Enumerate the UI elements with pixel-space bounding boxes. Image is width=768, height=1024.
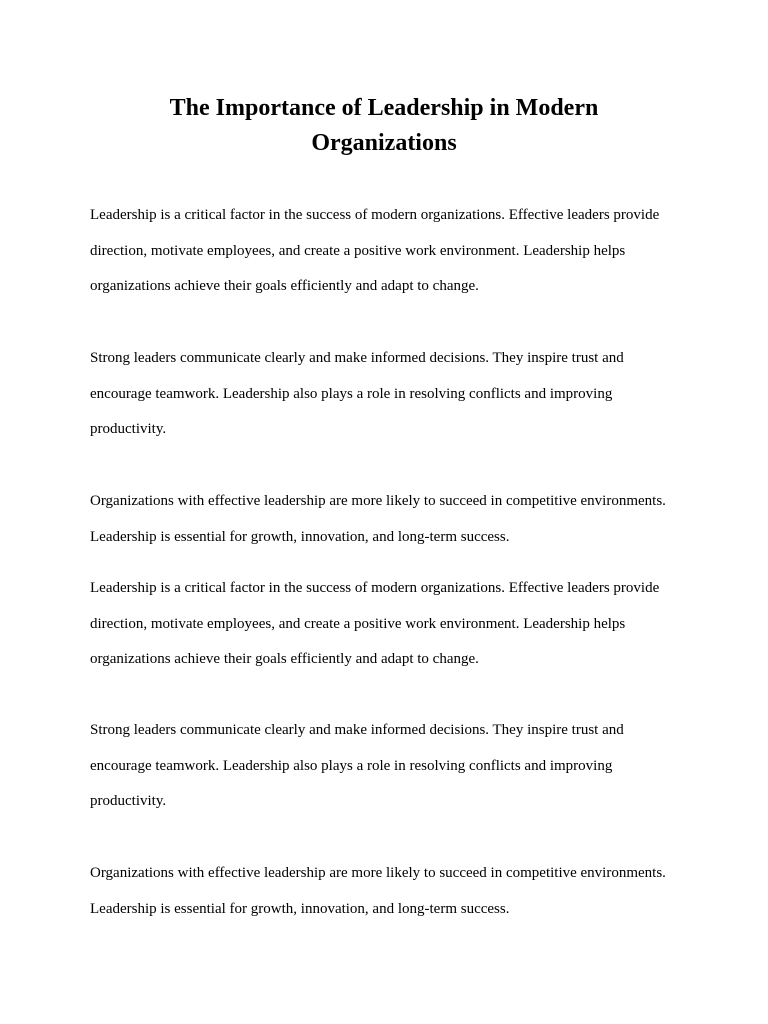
paragraph-line: encourage teamwork. Leadership also plays a role in resolving conflicts and improving (90, 757, 613, 774)
paragraph-line: direction, motivate employees, and create a positive work environment. Leadership helps (90, 615, 626, 632)
document-title (90, 91, 678, 161)
body-paragraph (90, 571, 690, 678)
body-paragraph (90, 198, 690, 305)
document-title-line: Organizations (311, 130, 457, 156)
document-title-line: The Importance of Leadership in Modern (169, 95, 599, 121)
paragraph-line: organizations achieve their goals efficiently and adapt to change. (90, 278, 479, 295)
paragraph-line: productivity. (90, 793, 167, 810)
body-paragraph (90, 713, 690, 820)
paragraph-line: Strong leaders communicate clearly and make informed decisions. They inspire trust and (90, 350, 624, 366)
body-paragraph (90, 856, 690, 927)
paragraph-line: Leadership is essential for growth, innovation, and long-term success. (90, 900, 510, 917)
paragraph-line: organizations achieve their goals efficiently and adapt to change. (90, 651, 479, 668)
paragraph-line: productivity. (90, 421, 167, 438)
paragraph-line: Organizations with effective leadership are more likely to succeed in competitive environments. (90, 493, 666, 509)
paragraph-line: Strong leaders communicate clearly and make informed decisions. They inspire trust and (90, 722, 624, 738)
body-paragraph (90, 484, 690, 555)
paragraph-line: encourage teamwork. Leadership also plays a role in resolving conflicts and improving (90, 385, 613, 402)
paragraph-line: Organizations with effective leadership are more likely to succeed in competitive environments. (90, 865, 666, 881)
paragraph-line: Leadership is a critical factor in the success of modern organizations. Effective leaders provide (90, 207, 660, 223)
paragraph-line: direction, motivate employees, and create a positive work environment. Leadership helps (90, 242, 626, 259)
body-paragraph (90, 341, 690, 448)
paragraph-line: Leadership is essential for growth, innovation, and long-term success. (90, 528, 510, 545)
paragraph-line: Leadership is a critical factor in the success of modern organizations. Effective leaders provide (90, 580, 660, 596)
